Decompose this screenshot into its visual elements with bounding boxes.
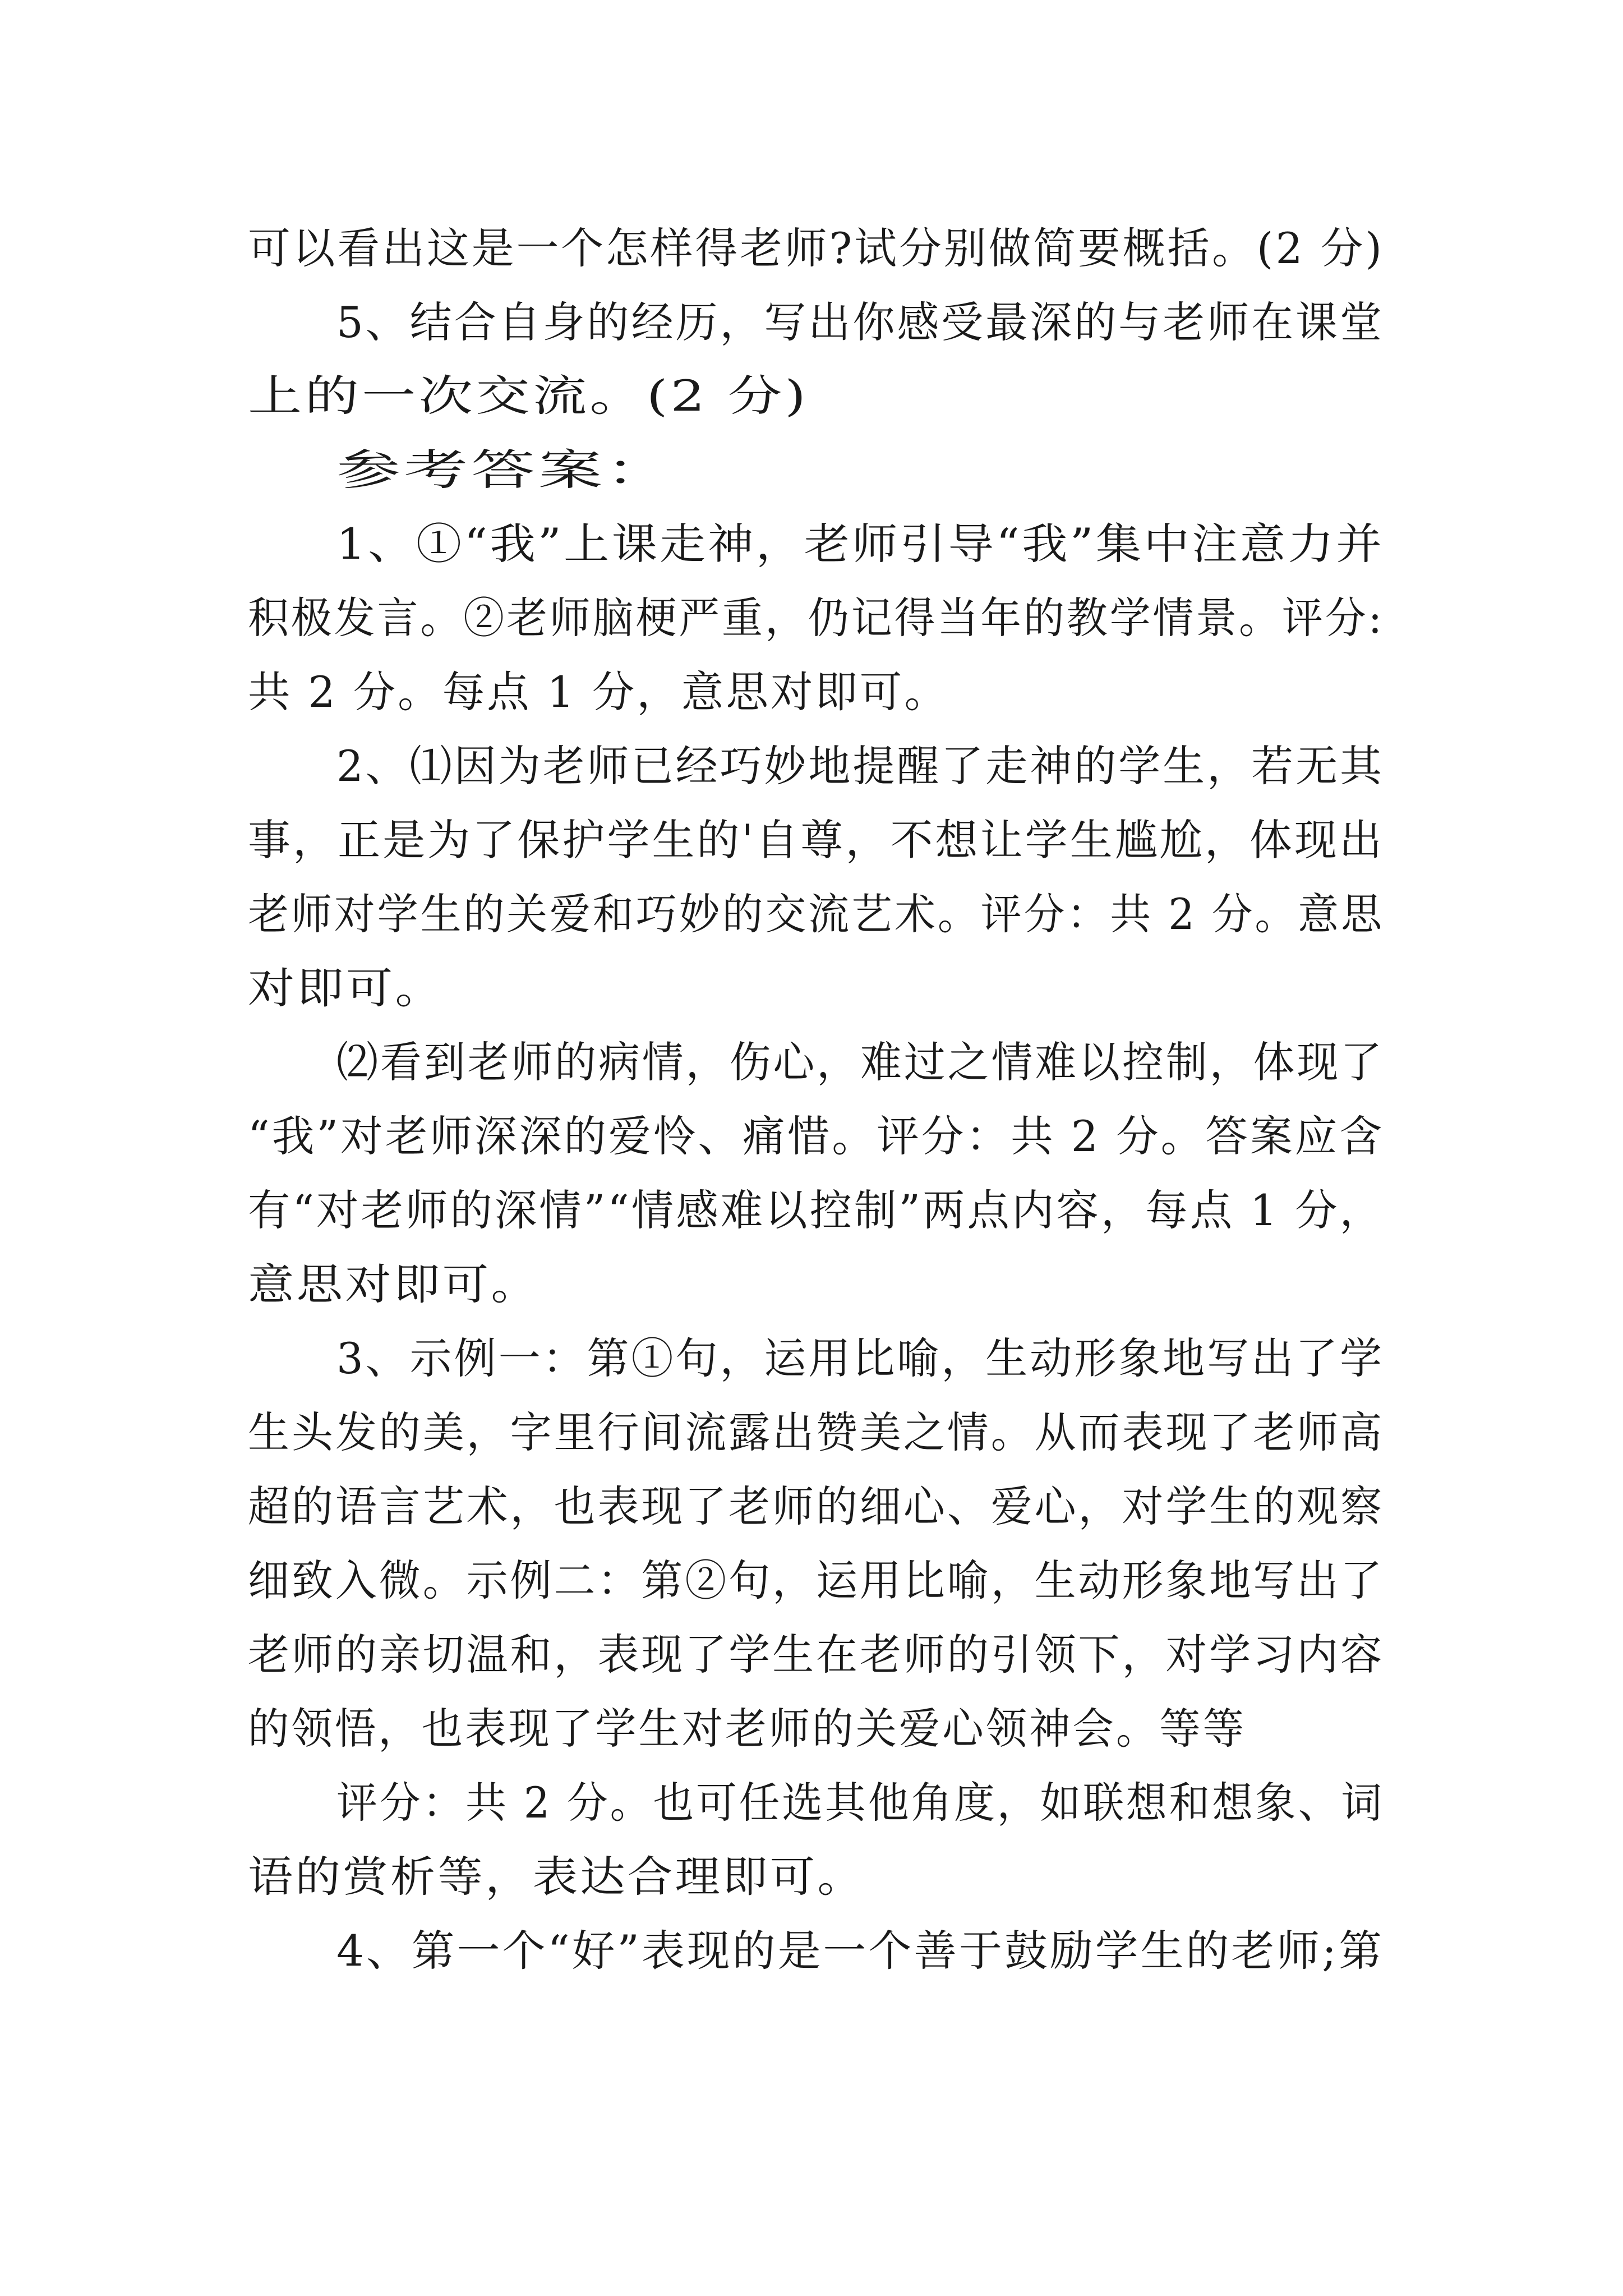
text-line: 积极发言。②老师脑梗严重，仍记得当年的教学情景。评分: [248, 593, 1384, 643]
text-line: 语的赏析等，表达合理即可。 [248, 1852, 865, 1902]
text-line: 可以看出这是一个怎样得老师?试分别做简要概括。(2 分) [248, 223, 1384, 273]
text-line: ⑵看到老师的病情，伤心，难过之情难以控制，体现了 [336, 1037, 1384, 1087]
text-line: 评分：共 2 分。也可任选其他角度，如联想和想象、词 [336, 1778, 1384, 1828]
text-line: 有“对老师的深情”“情感难以控制”两点内容，每点 1 分， [248, 1185, 1384, 1235]
text-line: 2、⑴因为老师已经巧妙地提醒了走神的学生，若无其 [336, 741, 1384, 791]
text-line: 事，正是为了保护学生的'自尊，不想让学生尴尬，体现出 [248, 815, 1384, 865]
text-line: “我”对老师深深的爱怜、痛惜。评分：共 2 分。答案应含 [248, 1111, 1384, 1161]
text-line: 4、第一个“好”表现的是一个善于鼓励学生的老师;第 [336, 1926, 1384, 1976]
text-line: 对即可。 [248, 963, 444, 1013]
text-line: 参考答案： [336, 445, 673, 495]
text-line: 3、示例一：第①句，运用比喻，生动形象地写出了学 [336, 1333, 1384, 1383]
text-line: 的领悟，也表现了学生对老师的关爱心领神会。等等 [248, 1704, 1246, 1754]
text-line: 老师的亲切温和，表现了学生在老师的引领下，对学习内容 [248, 1630, 1384, 1680]
text-line: 意思对即可。 [248, 1259, 540, 1309]
text-line: 共 2 分。每点 1 分，意思对即可。 [248, 667, 949, 717]
text-line: 超的语言艺术，也表现了老师的细心、爱心，对学生的观察 [248, 1481, 1384, 1531]
text-line: 老师对学生的关爱和巧妙的交流艺术。评分：共 2 分。意思 [248, 889, 1384, 939]
text-line: 上的一次交流。(2 分) [248, 371, 809, 421]
text-line: 细致入微。示例二：第②句，运用比喻，生动形象地写出了 [248, 1556, 1384, 1605]
text-line: 5、结合自身的经历，写出你感受最深的与老师在课堂 [336, 297, 1384, 347]
text-line: 1、①“我”上课走神，老师引导“我”集中注意力并 [336, 519, 1384, 569]
text-line: 生头发的美，字里行间流露出赞美之情。从而表现了老师高 [248, 1407, 1384, 1457]
